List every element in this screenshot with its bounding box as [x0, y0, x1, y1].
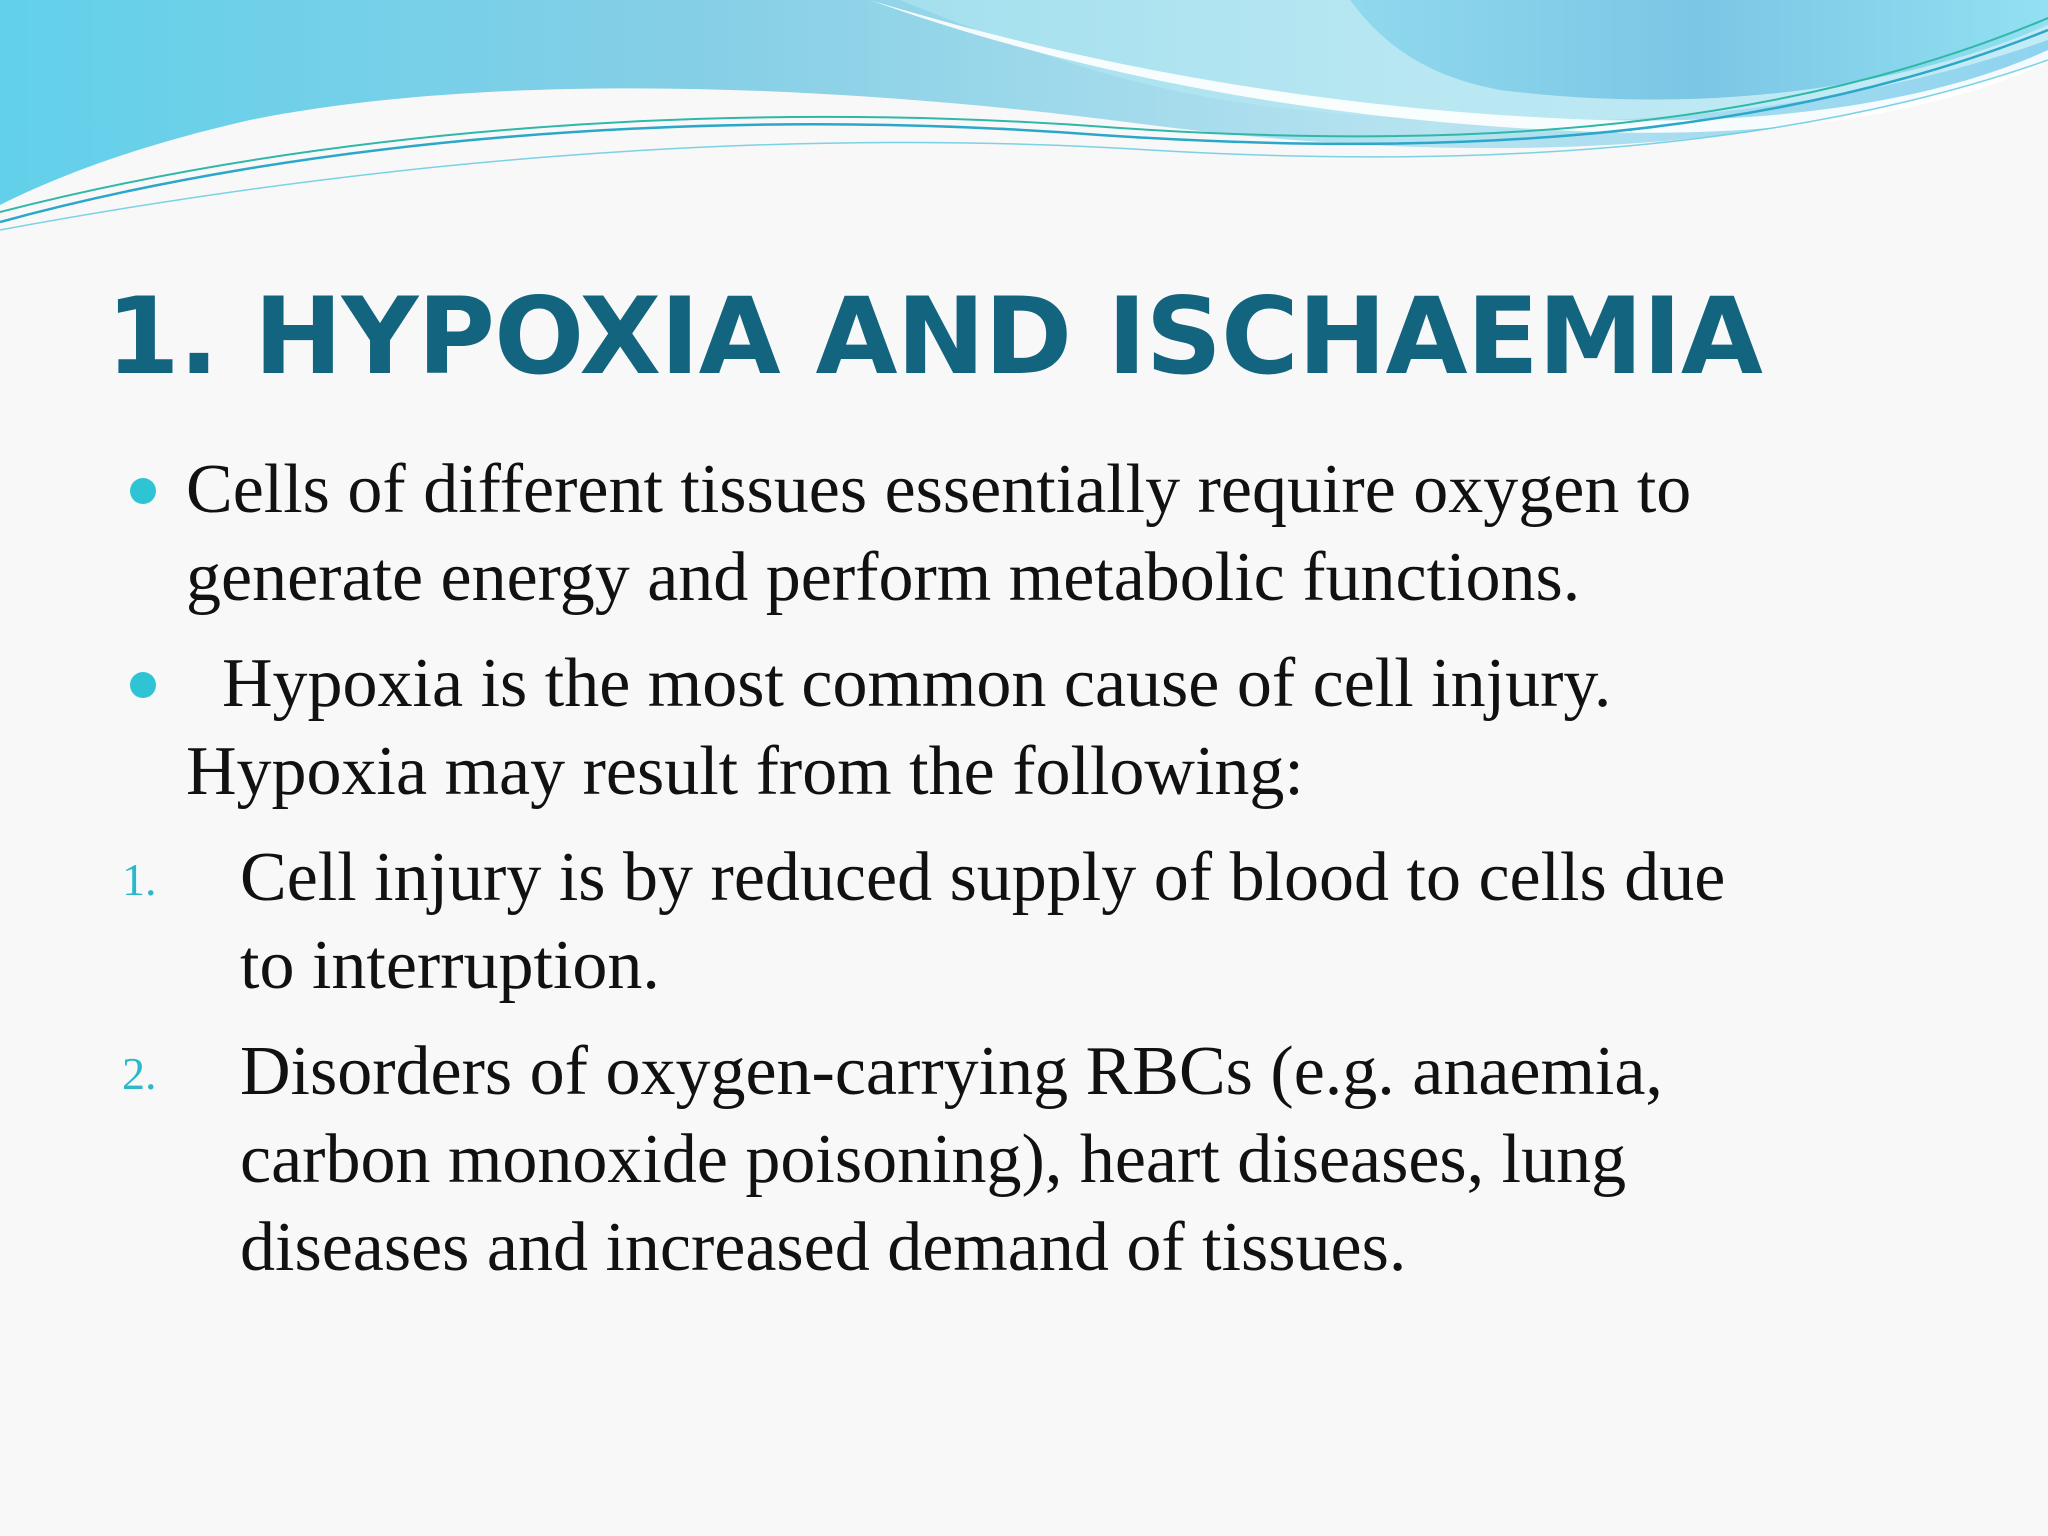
numbered-item: [240, 1028, 1663, 1292]
numbered-line: Disorders of oxygen-carrying RBCs (e.g. anaemia,: [240, 1033, 1663, 1110]
bullet-icon: [130, 672, 156, 698]
list-number: 1.: [122, 854, 157, 905]
bullet-icon: [130, 478, 156, 504]
numbered-line: to interruption.: [240, 927, 660, 1004]
bullet-line: Hypoxia may result from the following:: [186, 733, 1304, 810]
numbered-line: carbon monoxide poisoning), heart diseases, lung: [240, 1121, 1627, 1198]
numbered-line: diseases and increased demand of tissues.: [240, 1209, 1407, 1286]
numbered-item: [240, 834, 1725, 1010]
list-number: 2.: [122, 1048, 157, 1099]
bullet-item: [186, 640, 1611, 816]
bullet-line: generate energy and perform metabolic functions.: [186, 539, 1581, 616]
bullet-line: Cells of different tissues essentially require oxygen to: [186, 451, 1692, 528]
bullet-item: [186, 446, 1691, 622]
slide-title: 1. HYPOXIA AND ISCHAEMIA: [106, 275, 1762, 398]
numbered-line: Cell injury is by reduced supply of blood to cells due: [240, 839, 1726, 916]
bullet-line: Hypoxia is the most common cause of cell injury.: [222, 645, 1612, 722]
